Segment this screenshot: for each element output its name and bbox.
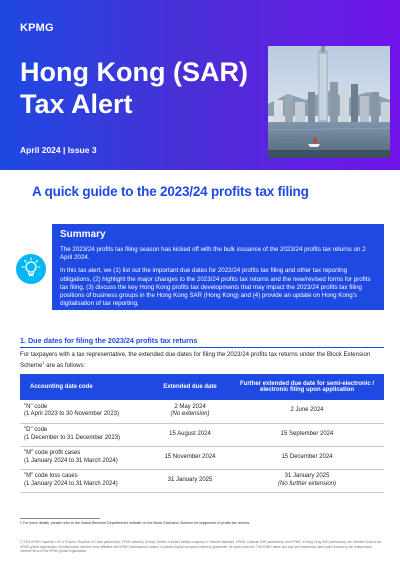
footnote: 1 For more details, please refer to the Inland Revenue Department's website on the Block Extension Scheme for lodgement of profits tax returns. xyxy=(20,521,251,525)
column-header-code: Accounting date code xyxy=(20,374,150,400)
column-header-further: Further extended due date for semi-electronic / electronic filing upon application xyxy=(230,374,384,400)
table-header-row xyxy=(20,374,384,400)
code-period: (1 December to 31 December 2023) xyxy=(24,434,121,441)
further-date: 15 December 2024 xyxy=(281,453,333,460)
code-period: (1 April 2023 to 30 November 2023) xyxy=(24,411,120,418)
page-title xyxy=(20,56,248,120)
code-cell xyxy=(20,446,150,469)
due-date: 2 May 2024 xyxy=(174,403,206,410)
further-cell xyxy=(230,446,384,469)
summary-paragraph-1: The 2023/24 profits tax filing season has kicked off with the bulk issuance of the 2023/24 profits tax returns on 2 April 2024. xyxy=(60,246,366,262)
summary-box xyxy=(52,224,384,310)
further-cell xyxy=(230,423,384,446)
column-header-due: Extended due date xyxy=(150,374,230,400)
due-note: (No extension) xyxy=(170,411,210,418)
further-date: 15 September 2024 xyxy=(280,430,334,437)
code-label: "D" code xyxy=(24,426,48,433)
intro-text-end: are as follows: xyxy=(44,362,86,370)
table-row xyxy=(20,469,384,492)
code-cell xyxy=(20,423,150,446)
table-row xyxy=(20,446,384,469)
further-cell xyxy=(230,469,384,492)
further-date: 31 January 2025 xyxy=(284,472,330,479)
code-label: "M" code profit cases xyxy=(24,449,81,456)
footnote-ref[interactable]: 1 xyxy=(42,360,45,366)
due-dates-table xyxy=(20,374,384,493)
code-period: (1 January 2024 to 31 March 2024) xyxy=(24,457,118,464)
due-cell xyxy=(150,446,230,469)
section-divider xyxy=(20,347,384,348)
due-date: 31 January 2025 xyxy=(167,476,213,483)
summary-heading: Summary xyxy=(60,229,106,240)
due-date: 15 November 2024 xyxy=(164,453,216,460)
further-note: (No further extension) xyxy=(277,480,337,487)
header-banner xyxy=(0,0,400,170)
code-cell xyxy=(20,469,150,492)
title-line-1: Hong Kong (SAR) xyxy=(20,57,248,87)
due-cell xyxy=(150,423,230,446)
table-row xyxy=(20,423,384,446)
section-1-title: 1. Due dates for filing the 2023/24 profits tax returns xyxy=(20,336,198,345)
code-period: (1 January 2024 to 31 March 2024) xyxy=(24,480,118,487)
intro-text: For taxpayers with a tax representative, the extended due dates for filing the 2023/24 profits tax returns under the Block Extension Scheme xyxy=(20,351,371,370)
guide-title: A quick guide to the 2023/24 profits tax filing xyxy=(32,184,309,199)
summary-paragraph-2: In this tax alert, we (1) list out the important due dates for 2023/24 profits tax filing and other tax reporting obligations, (2) highlight the major changes to the 2023/24 profits tax returns and the new/revised forms for profits tax filing, (3) discuss the key Hong Kong profits tax developments that may impact the 2023/24 profits tax filing positions of business groups in the Hong Kong SAR (Hong Kong) and (4) provide an update on Hong Kong's digitalisation of tax reporting. xyxy=(60,267,371,308)
due-date: 15 August 2024 xyxy=(169,430,211,437)
due-cell xyxy=(150,469,230,492)
due-cell xyxy=(150,400,230,423)
further-cell xyxy=(230,400,384,423)
hong-kong-skyline-photo xyxy=(268,46,390,158)
further-date: 2 June 2024 xyxy=(290,407,324,414)
kpmg-logo[interactable]: KPMG xyxy=(20,22,54,34)
legal-disclaimer: © 2024 KPMG Huazhen LLP, a People's Republic of China partnership, KPMG Advisory (China) Limited, a limited liability company in Chinese Mainland, KPMG, a Macau SAR partnership, and KPMG, a Hong Kong SAR partnership, are member firms of the KPMG global organisation of independent member firms affiliated with KPMG International Limited, a private English company limited by guarantee. All rights reserved. The KPMG name and logo are trademarks used under license by the independent member firms of the KPMG global organisation. xyxy=(20,540,382,554)
footnote-divider xyxy=(20,518,100,519)
table-row xyxy=(20,400,384,423)
lightbulb-icon xyxy=(16,254,46,284)
section-1-intro xyxy=(20,351,382,370)
code-cell xyxy=(20,400,150,423)
title-line-2: Tax Alert xyxy=(20,89,133,119)
code-label: "N" code xyxy=(24,403,48,410)
code-label: "M" code loss cases xyxy=(24,472,78,479)
issue-label: April 2024 | Issue 3 xyxy=(20,145,97,155)
